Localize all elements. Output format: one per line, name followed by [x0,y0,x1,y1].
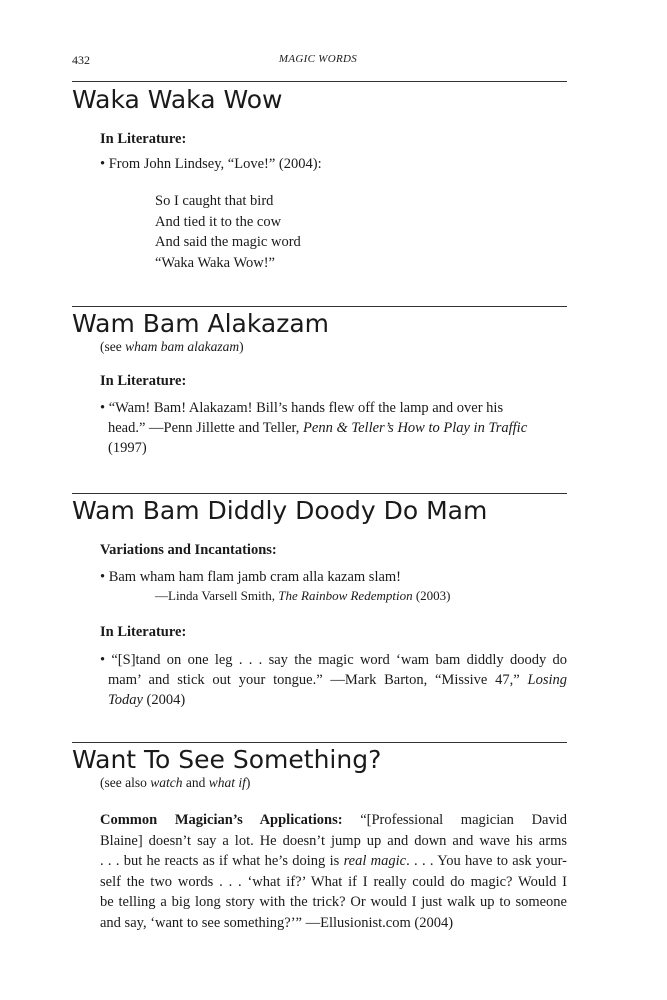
bullet-line [100,690,567,710]
bullet-item [100,650,567,710]
entry-divider [72,493,567,494]
entry-divider [72,306,567,307]
paragraph [100,810,567,933]
see-suffix: ) [239,339,244,354]
book-title: Today [108,692,143,708]
bullet-item [100,398,527,458]
poem-line: And tied it to the cow [155,213,282,230]
see-suffix: ) [245,775,251,790]
para-line [100,810,567,831]
entry-divider [72,742,567,743]
bullet-item [100,567,401,587]
para-line: Blaine] doesn’t say a lot. He doesn’t jump up and down and wave his arms [100,832,567,849]
page-number: 432 [72,53,90,67]
bullet-line: • Bam wham ham flam jamb cram alla kazam slam! [100,569,402,585]
emphasis: real magic [343,853,407,869]
book-title: The Rainbow Redemption [278,588,413,603]
para-line: self the two words . . . ‘what if?’ What if I really could do magic? Would I [100,873,567,890]
cross-reference [100,339,244,355]
citation-text: head.” —Penn Jillette and Teller, [108,420,304,436]
entry-title: Waka Waka Wow [72,85,283,114]
bullet-item [100,154,322,174]
poem-line: And said the magic word [155,234,301,250]
para-text: “[Professional magician David [342,812,568,828]
subheading: Common Magician’s Applications: [100,812,343,828]
entry-title: Wam Bam Alakazam [72,309,330,338]
subheading: In Literature: [100,373,187,389]
para-line: and say, ‘want to see something?’” —Ellusionist.com (2004) [100,914,454,931]
poem-line: “Waka Waka Wow!” [155,254,275,271]
see-prefix: (see [100,339,126,354]
see-term: watch [150,775,183,790]
citation-year: (2004) [142,692,186,708]
see-term: what if [208,775,246,790]
see-prefix: (see also [100,775,151,790]
bullet-line [100,670,567,690]
subheading: Variations and Incantations: [100,542,277,558]
subheading: In Literature: [100,131,187,147]
citation-text: mam’ and stick out your tongue.” —Mark Barton, “Missive 47,” [108,672,528,688]
attribution-year: (2003) [412,588,451,603]
entry-divider [72,81,567,82]
attribution [155,588,451,604]
bullet-line: (1997) [108,440,147,456]
bullet-line: • “[S]tand on one leg . . . say the magic word ‘wam bam diddly doody do [100,652,567,668]
bullet-line: • “Wam! Bam! Alakazam! Bill’s hands flew off the lamp and over his [100,400,504,416]
see-conjunction: and [182,775,209,790]
cross-reference [100,775,250,791]
subheading: In Literature: [100,624,187,640]
poem-line: So I caught that bird [155,193,274,209]
book-title: Penn & Teller’s How to Play in Traffic [303,420,528,436]
book-title: Losing [527,672,567,688]
attribution-author: —Linda Varsell Smith, [155,588,279,603]
para-text: . . . . You have to ask your- [406,853,568,869]
entry-title: Wam Bam Diddly Doody Do Mam [72,496,488,525]
see-term: wham bam alakazam [125,339,240,354]
poem-block [155,191,301,273]
para-text: . . . but he reacts as if what he’s doing is [100,853,344,869]
running-head: MAGIC WORDS [278,53,358,65]
bullet-line: • From John Lindsey, “Love!” (2004): [100,156,322,172]
para-line [100,851,567,872]
entry-title: Want To See Something? [72,745,382,774]
bullet-line [100,418,527,438]
para-line: be telling a big long story with the trick? Or would I just walk up to someone [100,894,567,910]
